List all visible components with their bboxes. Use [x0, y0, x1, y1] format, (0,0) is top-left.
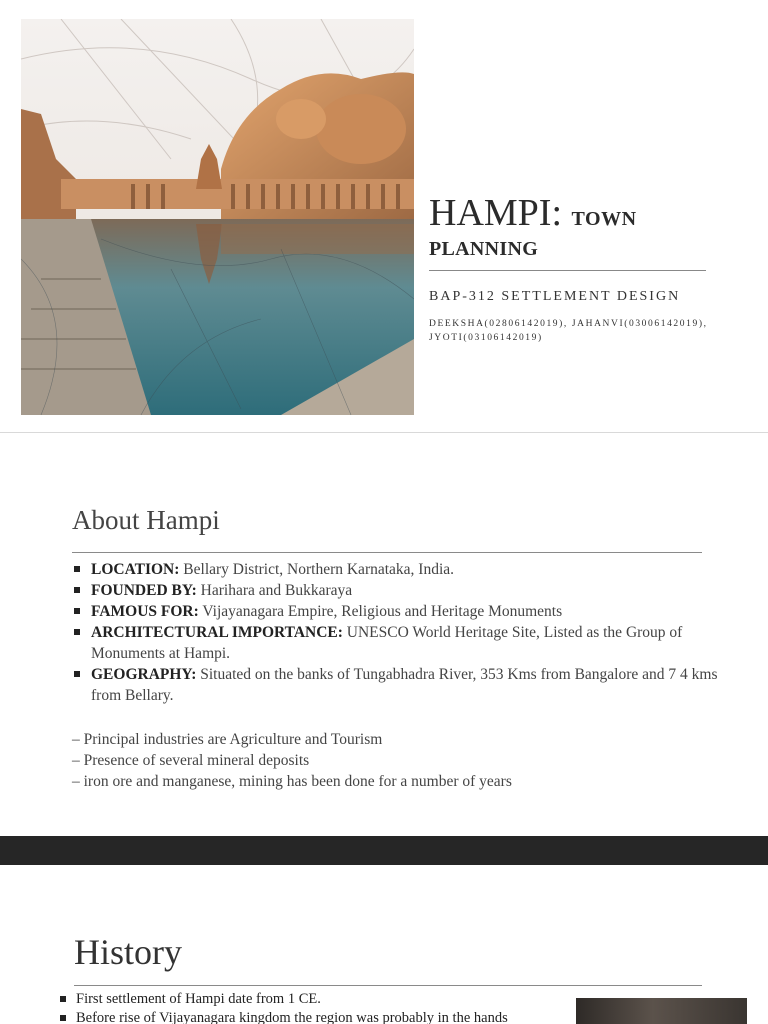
- item-text: First settlement of Hampi date from 1 CE.: [76, 991, 321, 1007]
- history-photo: [576, 998, 747, 1024]
- item-label: FAMOUS FOR:: [91, 603, 199, 620]
- note-item: – Principal industries are Agriculture and Tourism: [72, 731, 383, 748]
- title-main: HAMPI:: [429, 192, 572, 234]
- note-item: – Presence of several mineral deposits: [72, 752, 310, 769]
- bullet-icon: [74, 566, 80, 572]
- title-line2: PLANNING: [429, 238, 539, 260]
- about-title: About Hampi: [72, 505, 220, 535]
- note-item: – iron ore and manganese, mining has been done for a number of years: [72, 773, 512, 790]
- item-text: Bellary District, Northern Karnataka, India.: [179, 561, 455, 578]
- bullet-icon: [74, 587, 80, 593]
- notes-list: [72, 729, 722, 792]
- title-divider: [429, 270, 706, 271]
- about-slide: [0, 433, 768, 836]
- title-slide: [0, 0, 768, 432]
- hampi-temple-tank-photo: [21, 19, 414, 415]
- course-subtitle: BAP-312 SETTLEMENT DESIGN: [429, 289, 681, 304]
- bullet-icon: [74, 608, 80, 614]
- list-item: [72, 580, 722, 601]
- list-item: [60, 990, 560, 1009]
- list-item: [72, 601, 722, 622]
- about-divider: [72, 552, 702, 553]
- slide-title: [429, 194, 729, 261]
- about-list: [72, 559, 722, 706]
- item-label: FOUNDED BY:: [91, 582, 197, 599]
- bullet-icon: [74, 629, 80, 635]
- item-text: Before rise of Vijayanagara kingdom the region was probably in the hands: [76, 1010, 508, 1024]
- history-divider: [74, 985, 702, 986]
- authors: DEEKSHA(02806142019), JAHANVI(03006142019), JYOTI(03106142019): [429, 319, 708, 343]
- item-text: Harihara and Bukkaraya: [196, 582, 353, 599]
- item-label: LOCATION:: [91, 561, 180, 578]
- item-label: ARCHITECTURAL IMPORTANCE:: [91, 624, 343, 641]
- list-item: [72, 622, 722, 664]
- list-item: [72, 559, 722, 580]
- item-text: UNESCO World Heritage Site, Listed as the Group of Monuments at Hampi.: [91, 624, 683, 662]
- item-label: GEOGRAPHY:: [91, 666, 197, 683]
- slide-separator-band: [0, 836, 768, 865]
- bullet-icon: [60, 1015, 66, 1021]
- history-slide: [0, 865, 768, 1024]
- history-list: [60, 990, 560, 1024]
- history-title: History: [74, 932, 182, 972]
- bullet-icon: [60, 996, 66, 1002]
- list-item: [60, 1009, 560, 1024]
- bullet-icon: [74, 671, 80, 677]
- title-small: TOWN: [571, 208, 637, 230]
- item-text: Vijayanagara Empire, Religious and Heritage Monuments: [198, 603, 563, 620]
- item-text: Situated on the banks of Tungabhadra River, 353 Kms from Bangalore and 7 4 kms from Bellary.: [91, 666, 718, 704]
- list-item: [72, 664, 722, 706]
